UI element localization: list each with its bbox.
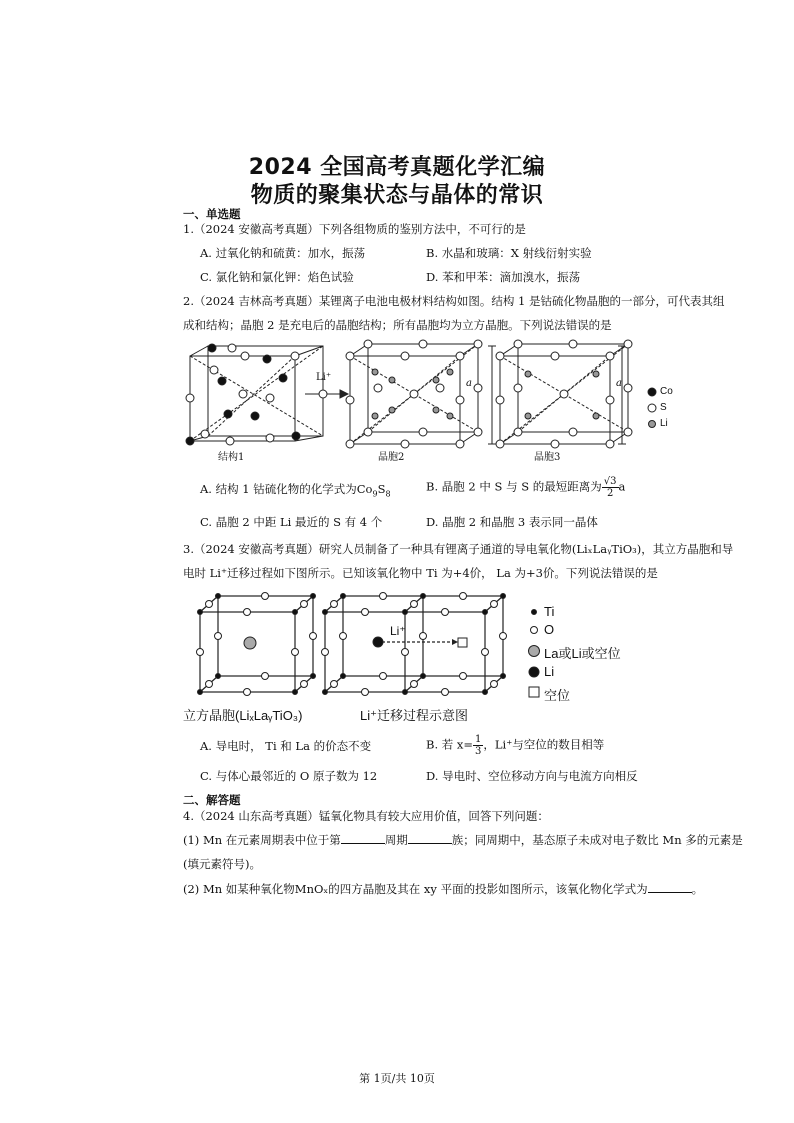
answer-blank-period[interactable] [341,833,385,844]
question-3-option-b: B. 若 x= $\frac{1}{3}$，Li⁺与空位的数目相等 [426,734,605,757]
question-2-stem-line1: 2.（2024 吉林高考真题）某锂离子电池电极材料结构如图。结构 1 是钴硫化物晶胞的一部分，可代表其组 [183,294,725,308]
question-3-perovskite-figure [0,584,794,704]
arrow-li-label: Li⁺ [316,372,332,383]
question-3-stem-line1: 3.（2024 安徽高考真题）研究人员制备了一种具有锂离子通道的导电氧化物(LiₓLaᵧTiO₃)，其立方晶胞和导 [183,542,734,556]
answer-blank-group[interactable] [408,833,452,844]
question-1-option-b: B. 水晶和玻璃：X 射线衍射实验 [426,246,592,260]
question-3-option-a: A. 导电时， Ti 和 La 的价态不变 [200,739,372,753]
question-4-stem: 4.（2024 山东高考真题）锰氧化物具有较大应用价值，回答下列问题： [183,809,549,823]
question-2-option-c: C. 晶胞 2 中距 Li 最近的 S 有 4 个 [200,515,383,529]
legend-vacancy: 空位 [544,688,571,703]
question-1-option-a: A. 过氧化钠和硫黄：加水，振荡 [200,246,366,260]
question-4-part-1-cont: (填元素符号)。 [183,857,261,871]
question-2-stem-line2: 成和结构；晶胞 2 是充电后的晶胞结构；所有晶胞均为立方晶胞。下列说法错误的是 [183,318,612,332]
section-label-single-choice: 一、单选题 [183,207,241,221]
question-4-part-1: (1) Mn 在元素周期表中位于第 周期 族；同周期中，基态原子未成对电子数比 Mn 多的元素是 [183,833,743,847]
legend-s: S [660,402,667,413]
question-4-part-2: (2) Mn 如某种氧化物MnOₓ的四方晶胞及其在 xy 平面的投影如图所示，该氧化物化学式为 。 [183,882,704,896]
cell2-edge-label: a [466,378,472,389]
caption-structure-1: 结构1 [218,452,245,463]
page-footer: 第 1页/共 10页 [359,1072,435,1085]
legend-li-dark: Li [544,664,555,679]
legend-co: Co [660,386,673,397]
caption-cell-2: 晶胞2 [378,452,405,463]
caption-cubic-cell: 立方晶胞(LiₓLaᵧTiO₃) [183,708,303,723]
question-1-option-d: D. 苯和甲苯：滴加溴水，振荡 [426,270,581,284]
question-1-stem: 1.（2024 安徽高考真题）下列各组物质的鉴别方法中，不可行的是 [183,222,526,236]
legend-o: O [544,622,555,637]
legend-ti: Ti [544,604,555,619]
question-3-option-c: C. 与体心最邻近的 O 原子数为 12 [200,769,378,783]
question-3-stem-line2: 电时 Li⁺迁移过程如下图所示。已知该氧化物中 Ti 为+4价， La 为+3价。下列说法错误的是 [183,566,658,580]
caption-cell-3: 晶胞3 [534,452,561,463]
question-2-option-b: B. 晶胞 2 中 S 与 S 的最短距离为 $\frac{√3}{2}a$ [426,476,626,499]
section-label-answer: 二、解答题 [183,793,241,807]
caption-li-migration: Li⁺迁移过程示意图 [360,708,468,723]
page-title-line1: 2024 全国高考真题化学汇编 [248,155,546,180]
page-title-line2: 物质的聚集状态与晶体的常识 [250,183,544,208]
cell3-edge-label: a [616,378,622,389]
question-2-option-d: D. 晶胞 2 和晶胞 3 表示同一晶体 [426,515,598,529]
legend-li: Li [660,418,668,429]
li-migration-label: Li⁺ [390,624,406,638]
legend-la-li-vacancy: La或Li或空位 [544,646,621,661]
question-3-option-d: D. 导电时、空位移动方向与电流方向相反 [426,769,638,783]
question-2-option-a: A. 结构 1 钴硫化物的化学式为$Co_9S_8$ [200,482,391,499]
question-1-option-c: C. 氯化钠和氯化钾：焰色试验 [200,270,354,284]
answer-blank-formula[interactable] [648,882,692,893]
